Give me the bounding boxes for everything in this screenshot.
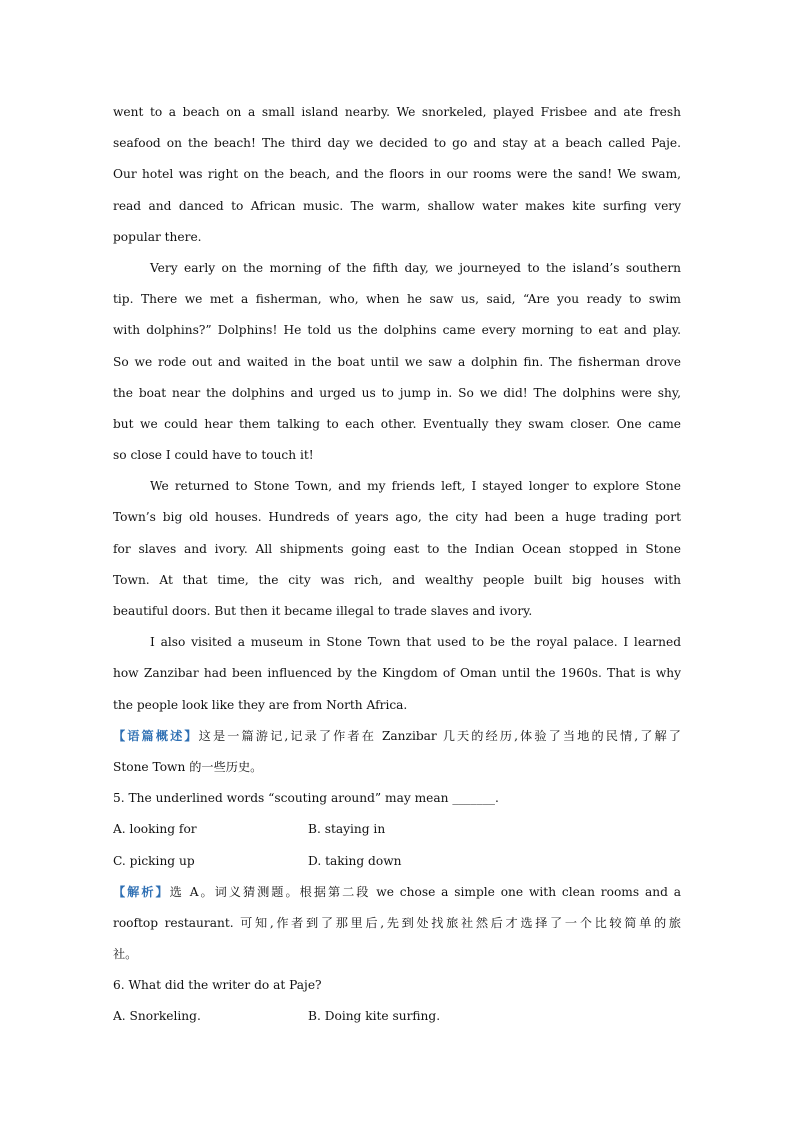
question-5 — [113, 783, 681, 970]
question-stem: 5. The underlined words “scouting around” may mean _______. — [113, 791, 499, 806]
paragraph-1 — [113, 97, 681, 253]
option-c: C. picking up — [113, 853, 195, 868]
option-b: B. Doing kite surfing. — [308, 1009, 441, 1024]
option-a: A. Snorkeling. — [113, 1009, 201, 1024]
paragraph-2 — [113, 253, 681, 471]
analysis-text: 选 A。词义猜测题。根据第二段 we chose a simple one with clean rooms and a — [169, 884, 681, 899]
option-row — [113, 1001, 681, 1032]
question-6 — [113, 970, 681, 1032]
text-line: I also visited a museum in Stone Town that used to be the royal palace. I learned — [150, 635, 681, 650]
summary-text: 这是一篇游记,记录了作者在 Zanzibar 几天的经历,体验了当地的民情,了解了 — [198, 728, 681, 743]
text-line: the people look like they are from North Africa. — [113, 697, 408, 712]
analysis-tag: 【解析】 — [113, 884, 170, 899]
text-line: with dolphins?” Dolphins! He told us the dolphins came every morning to eat and play. — [113, 323, 681, 338]
text-line: rooftop restaurant. 可知,作者到了那里后,先到处找旅社然后才选择了一个比较简单的旅 — [113, 915, 681, 930]
option-a: A. looking for — [113, 822, 197, 837]
text-line: the boat near the dolphins and urged us to jump in. So we did! The dolphins were shy, — [113, 385, 681, 400]
text-line — [113, 721, 681, 752]
document-page — [113, 97, 681, 1033]
option-d: D. taking down — [308, 853, 402, 868]
text-line: Stone Town 的一些历史。 — [113, 759, 263, 774]
text-line: beautiful doors. But then it became illegal to trade slaves and ivory. — [113, 604, 533, 618]
text-line: So we rode out and waited in the boat until we saw a dolphin fin. The fisherman drove — [113, 354, 681, 369]
text-line: popular there. — [113, 229, 202, 244]
summary-tag: 【语篇概述】 — [113, 728, 199, 743]
paragraph-4 — [113, 627, 681, 721]
text-line: seafood on the beach! The third day we decided to go and stay at a beach called Paje. — [113, 136, 681, 151]
text-line: 社。 — [113, 947, 138, 962]
text-line: so close I could have to touch it! — [113, 448, 314, 463]
option-b: B. staying in — [308, 822, 386, 837]
passage-summary — [113, 721, 681, 783]
text-line: Town’s big old houses. Hundreds of years ago, the city had been a huge trading port — [113, 510, 681, 525]
text-line: tip. There we met a fisherman, who, when he saw us, said, “Are you ready to swim — [113, 292, 681, 307]
text-line: read and danced to African music. The warm, shallow water makes kite surfing very — [113, 198, 681, 213]
text-line: how Zanzibar had been influenced by the Kingdom of Oman until the 1960s. That is why — [113, 666, 681, 681]
option-row — [113, 846, 681, 877]
option-row — [113, 814, 681, 845]
question-stem: 6. What did the writer do at Paje? — [113, 978, 322, 993]
paragraph-3 — [113, 471, 681, 627]
text-line: went to a beach on a small island nearby. We snorkeled, played Frisbee and ate fresh — [113, 105, 681, 119]
text-line: Our hotel was right on the beach, and the floors in our rooms were the sand! We swam, — [113, 167, 681, 182]
text-line: Very early on the morning of the fifth day, we journeyed to the island’s southern — [150, 260, 681, 275]
text-line — [113, 877, 681, 908]
text-line: but we could hear them talking to each other. Eventually they swam closer. One came — [113, 416, 681, 431]
text-line: for slaves and ivory. All shipments going east to the Indian Ocean stopped in Stone — [113, 541, 681, 556]
text-line: Town. At that time, the city was rich, and wealthy people built big houses with — [113, 572, 681, 587]
text-line: We returned to Stone Town, and my friends left, I stayed longer to explore Stone — [150, 479, 681, 494]
